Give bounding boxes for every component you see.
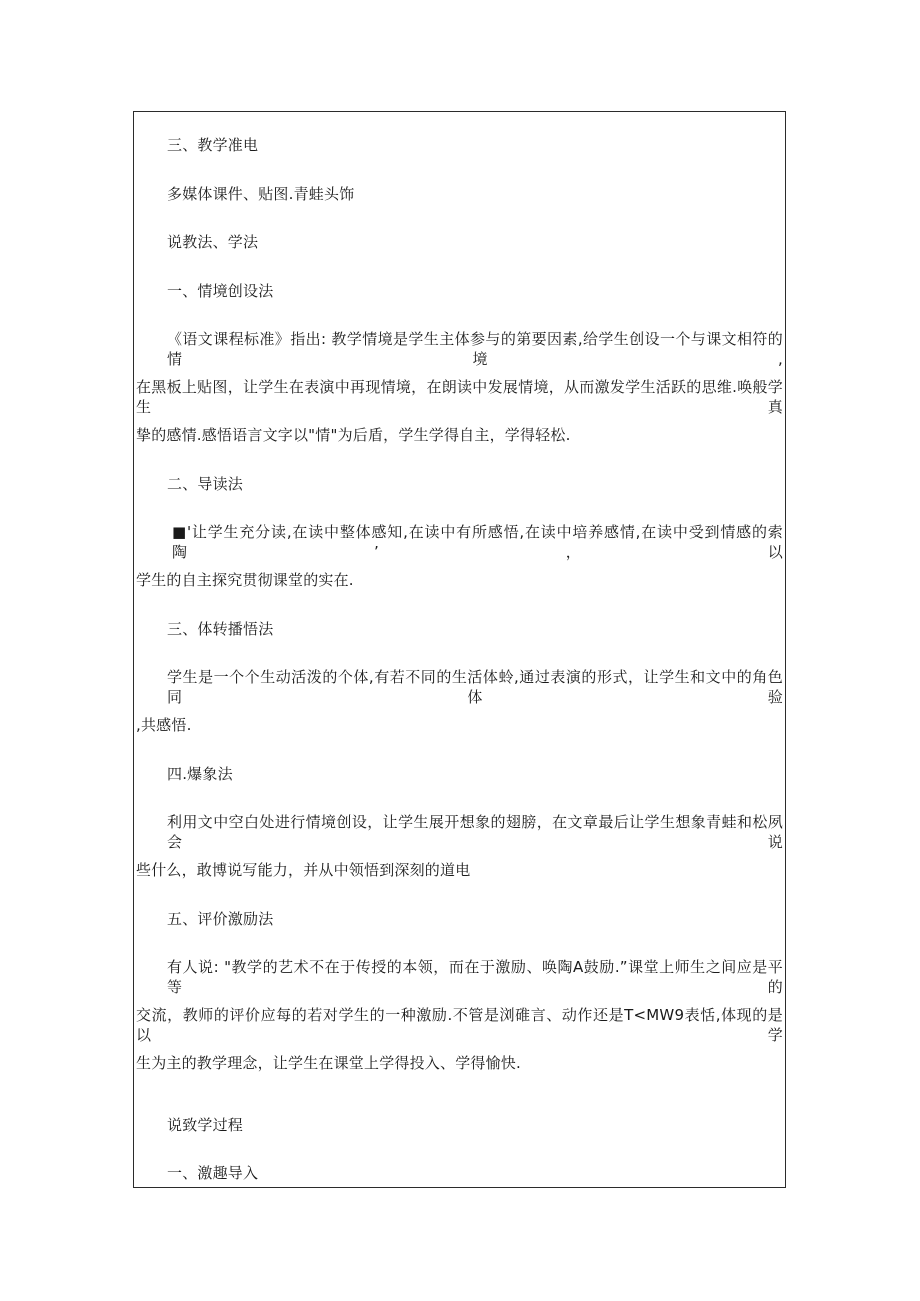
- paragraph-line: ■'让学生充分读,在读中整体感知,在读中有所感悟,在读中培养感情,在读中受到情感的索陶’，以: [172, 523, 783, 561]
- paragraph-line: 生为主的教学理念，让学生在课堂上学得投入、学得愉快.: [136, 1054, 521, 1072]
- section-heading-teaching-prep: 三、教学准电: [167, 136, 259, 154]
- paragraph-line: 有人说: "教学的艺术不在于传授的本领，而在于激励、唤陶A鼓励.”课堂上师生之间应是平等的: [167, 958, 783, 996]
- prep-materials-text: 多媒体课件、贴图.青蛙头饰: [167, 185, 355, 203]
- heading-teaching-process: 说致学过程: [167, 1116, 244, 1134]
- paragraph-line: 《语文课程标准》指出: 教学情境是学生主体参与的第要因素,给学生创设一个与课文相符的情境,: [167, 330, 783, 368]
- heading-imagination-method: 四.爆象法: [167, 765, 233, 783]
- heading-guided-reading: 二、导读法: [167, 475, 244, 493]
- heading-situation-method: 一、情境创设法: [167, 282, 274, 300]
- paragraph-line: 些什么，敢博说写能力，并从中领悟到深刻的道电: [136, 861, 471, 879]
- paragraph-line: 在黑板上贴图，让学生在表演中再现情境，在朗读中发展情境，从而激发学生活跃的思维.唤般学生真: [136, 378, 783, 416]
- paragraph-line: ,共感悟.: [136, 716, 192, 734]
- paragraph-line: 交流，教师的评价应每的若对学生的一种激励.不管是浏碓言、动作还是T<MW9表恬,体现的是以学: [136, 1006, 783, 1044]
- paragraph-line: 学生的自主探究贯彻课堂的实在.: [136, 571, 354, 589]
- paragraph-line: 学生是一个个生动活泼的个体,有若不同的生活体蛉,通过表演的形式，让学生和文中的角色同体验: [167, 668, 783, 706]
- paragraph-line: 挚的感情.感悟语言文字以"情"为后盾，学生学得自主，学得轻松.: [136, 426, 571, 444]
- paragraph-line: 利用文中空白处进行情境创设，让学生展开想象的翅膀，在文章最后让学生想象青蛙和松夙会说: [167, 813, 783, 851]
- heading-teaching-methods: 说教法、学法: [167, 233, 259, 251]
- heading-evaluation-method: 五、评价激励法: [167, 910, 274, 928]
- heading-performance-method: 三、体转播悟法: [167, 620, 274, 638]
- heading-interest-intro: 一、激趣导入: [167, 1164, 259, 1182]
- document-frame: [133, 111, 786, 1188]
